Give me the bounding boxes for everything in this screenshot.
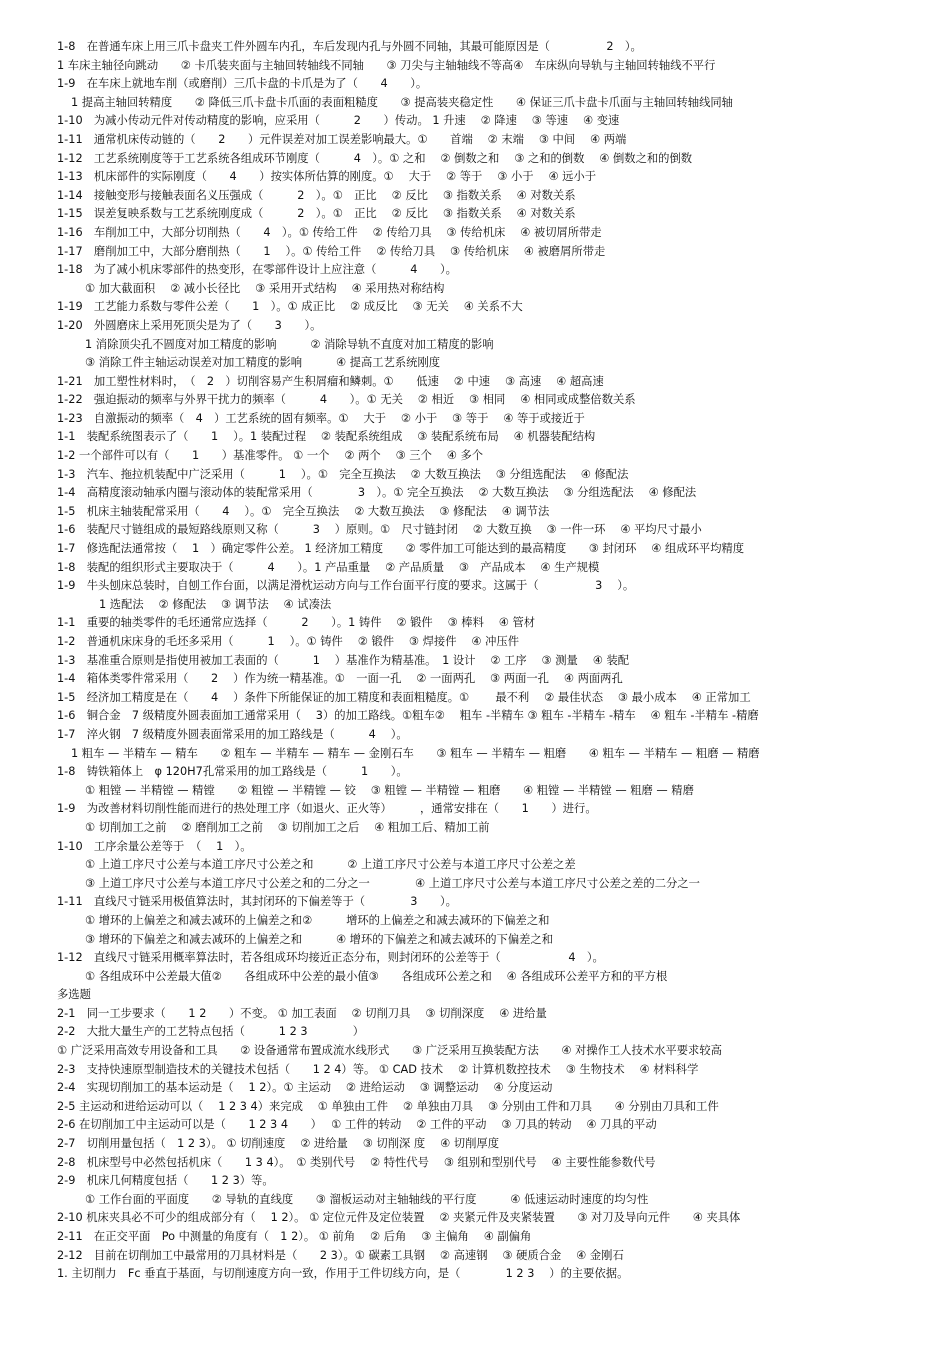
text-line: 2-8 机床型号中必然包括机床（ 1 3 4）。 ① 类别代号 ② 特性代号 ③ 组别和型别代号 ④ 主要性能参数代号: [57, 1155, 656, 1169]
text-line: 1-4 高精度滚动轴承内圈与滚动体的装配常采用（ 3 ）。① 完全互换法 ② 大数互换法 ③ 分组选配法 ④ 修配法: [57, 486, 697, 500]
text-line: 1-22 强迫振动的频率与外界干扰力的频率（ 4 ）。① 无关 ② 相近 ③ 相同 ④ 相同或成整倍数关系: [57, 393, 636, 407]
text-line: 1-21 加工塑性材料时， （ 2 ）切削容易产生积屑瘤和鳞刺。① 低速 ② 中速 ③ 高速 ④ 超高速: [57, 374, 604, 388]
text-line: 2-3 支持快速原型制造技术的关键技术包括（ 1 2 4）等。 ① CAD 技术 ② 计算机数控技术 ③ 生物技术 ④ 材料科学: [57, 1062, 699, 1076]
text-line: 1-3 汽车、拖拉机装配中广泛采用（ 1 ）。① 完全互换法 ② 大数互换法 ③ 分组选配法 ④ 修配法: [57, 467, 629, 481]
text-line: 1-9 牛头刨床总装时，自刨工作台面，以满足滑枕运动方向与工作台面平行度的要求。这属于（ 3 ）。: [57, 579, 635, 593]
text-line: ① 加大截面积 ② 减小长径比 ③ 采用开式结构 ④ 采用热对称结构: [85, 281, 445, 295]
text-line: 1-8 铸铁箱体上 φ 120H7孔常采用的加工路线是（ 1 ）。: [57, 765, 408, 779]
text-line: 2-10 机床夹具必不可少的组成部分有（ 1 2）。 ① 定位元件及定位装置 ② 夹紧元件及夹紧装置 ③ 对刀及导向元件 ④ 夹具体: [57, 1211, 741, 1225]
text-line: 1-10 工序余量公差等于 （ 1 ）。: [57, 839, 252, 853]
text-line: 1-4 箱体类零件常采用（ 2 ）作为统一精基准。① 一面一孔 ② 一面两孔 ③ 两面一孔 ④ 两面两孔: [57, 672, 623, 686]
text-line: ③ 上道工序尺寸公差与本道工序尺寸公差之和的二分之一 ④ 上道工序尺寸公差与本道工序尺寸公差之差的二分之一: [85, 876, 700, 890]
text-line: 2-12 目前在切削加工中最常用的刀具材料是（ 2 3）。① 碳素工具钢 ② 高速钢 ③ 硬质合金 ④ 金刚石: [57, 1248, 624, 1262]
text-line: 1-9 为改善材料切削性能而进行的热处理工序（如退火、正火等） ，通常安排在（ 1 ）进行。: [57, 802, 597, 816]
text-line: 1 提高主轴回转精度 ② 降低三爪卡盘卡爪面的表面粗糙度 ③ 提高装夹稳定性 ④ 保证三爪卡盘卡爪面与主轴回转轴线同轴: [71, 95, 733, 109]
text-line: 1-6 装配尺寸链组成的最短路线原则又称（ 3 ）原则。① 尺寸链封闭 ② 大数互换 ③ 一件一环 ④ 平均尺寸最小: [57, 523, 702, 537]
text-line: 1-8 装配的组织形式主要取决于（ 4 ）。1 产品重量 ② 产品质量 ③ 产品成本 ④ 生产规模: [57, 560, 600, 574]
text-line: 1-16 车削加工中，大部分切削热（ 4 ）。① 传给工件 ② 传给刀具 ③ 传给机床 ④ 被切屑所带走: [57, 225, 602, 239]
text-line: 1-20 外圆磨床上采用死顶尖是为了（ 3 ）。: [57, 318, 322, 332]
text-line: 1-11 通常机床传动链的（ 2 ）元件误差对加工误差影响最大。① 首端 ② 末端 ③ 中间 ④ 两端: [57, 132, 627, 146]
text-line: ① 上道工序尺寸公差与本道工序尺寸公差之和 ② 上道工序尺寸公差与本道工序尺寸公差之差: [85, 858, 576, 872]
text-line: 2-1 同一工步要求（ 1 2 ）不变。 ① 加工表面 ② 切削刀具 ③ 切削深度 ④ 进给量: [57, 1006, 547, 1020]
text-line: ① 切削加工之前 ② 磨削加工之前 ③ 切削加工之后 ④ 粗加工后、精加工前: [85, 820, 490, 834]
text-line: ③ 消除工件主轴运动误差对加工精度的影响 ④ 提高工艺系统刚度: [85, 356, 441, 370]
text-line: ① 各组成环中公差最大值② 各组成环中公差的最小值③ 各组成环公差之和 ④ 各组成环公差平方和的平方根: [85, 969, 668, 983]
text-line: 1-8 在普通车床上用三爪卡盘夹工件外圆车内孔，车后发现内孔与外圆不同轴，其最可能原因是（ 2 ）。: [57, 40, 642, 53]
text-line: 1 车床主轴径向跳动 ② 卡爪装夹面与主轴回转轴线不同轴 ③ 刀尖与主轴轴线不等高④ 车床纵向导轨与主轴回转轴线不平行: [57, 58, 716, 72]
text-line: 1-23 自激振动的频率（ 4 ）工艺系统的固有频率。① 大于 ② 小于 ③ 等于 ④ 等于或接近于: [57, 411, 585, 425]
text-line: ① 粗镗 — 半精镗 — 精镗 ② 粗镗 — 半精镗 — 铰 ③ 粗镗 — 半精镗 — 粗磨 ④ 粗镗 — 半精镗 — 粗磨 — 精磨: [85, 783, 694, 797]
text-line: 1-11 直线尺寸链采用极值算法时，其封闭环的下偏差等于（ 3 ）。: [57, 895, 457, 909]
text-line: 2-11 在正交平面 Po 中测量的角度有（ 1 2）。 ① 前角 ② 后角 ③ 主偏角 ④ 副偏角: [57, 1230, 532, 1243]
text-line: 2-4 实现切削加工的基本运动是（ 1 2）。① 主运动 ② 进给运动 ③ 调整运动 ④ 分度运动: [57, 1081, 553, 1095]
text-line: 多选题: [57, 988, 91, 1002]
text-line: 1-13 机床部件的实际刚度（ 4 ）按实体所估算的刚度。① 大于 ② 等于 ③ 小于 ④ 远小于: [57, 170, 597, 184]
text-line: 1-5 机床主轴装配常采用（ 4 ）。① 完全互换法 ② 大数互换法 ③ 修配法 ④ 调节法: [57, 504, 550, 518]
text-line: 1-15 误差复映系数与工艺系统刚度成（ 2 ）。① 正比 ② 反比 ③ 指数关系 ④ 对数关系: [57, 207, 576, 221]
text-line: 1-2 普通机床床身的毛坯多采用（ 1 ）。① 铸件 ② 锻件 ③ 焊接件 ④ 冲压件: [57, 635, 520, 648]
text-line: 1 粗车 — 半精车 — 精车 ② 粗车 — 半精车 — 精车 — 金刚石车 ③ 粗车 — 半精车 — 粗磨 ④ 粗车 — 半精车 — 粗磨 — 精磨: [71, 746, 760, 760]
document-body: [57, 38, 897, 1284]
text-line: 2-6 在切削加工中主运动可以是（ 1 2 3 4 ） ① 工件的转动 ② 工件的平动 ③ 刀具的转动 ④ 刀具的平动: [57, 1118, 657, 1132]
text-line: 1-17 磨削加工中，大部分磨削热（ 1 ）。① 传给工件 ② 传给刀具 ③ 传给机床 ④ 被磨屑所带走: [57, 244, 606, 258]
text-line: 1-1 重要的轴类零件的毛坯通常应选择（ 2 ）。1 铸件 ② 锻件 ③ 棒料 ④ 管材: [57, 616, 536, 630]
text-line: ① 工作台面的平面度 ② 导轨的直线度 ③ 溜板运动对主轴轴线的平行度 ④ 低速运动时速度的均匀性: [85, 1192, 649, 1206]
text-line: 2-7 切削用量包括（ 1 2 3）。 ① 切削速度 ② 进给量 ③ 切削深 度 ④ 切削厚度: [57, 1137, 499, 1151]
text-line: 1-6 铜合金 7 级精度外圆表面加工通常采用（ 3）的加工路线。①粗车② 粗车 -半精车 ③ 粗车 -半精车 -精车 ④ 粗车 -半精车 -精磨: [57, 709, 759, 723]
text-line: 1-7 淬火钢 7 级精度外圆表面常采用的加工路线是（ 4 ）。: [57, 727, 408, 741]
text-line: 1-10 为减小传动元件对传动精度的影响，应采用（ 2 ）传动。 1 升速 ② 降速 ③ 等速 ④ 变速: [57, 114, 620, 128]
text-line: 1-12 直线尺寸链采用概率算法时，若各组成环均接近正态分布，则封闭环的公差等于（ 4 ）。: [57, 951, 604, 965]
text-line: 1 选配法 ② 修配法 ③ 调节法 ④ 试凑法: [99, 597, 332, 611]
text-line: 1-18 为了减小机床零部件的热变形，在零部件设计上应注意（ 4 ）。: [57, 263, 457, 277]
text-line: 1-5 经济加工精度是在（ 4 ）条件下所能保证的加工精度和表面粗糙度。① 最不利 ② 最佳状态 ③ 最小成本 ④ 正常加工: [57, 690, 751, 704]
text-line: 1 消除顶尖孔不圆度对加工精度的影响 ② 消除导轨不直度对加工精度的影响: [85, 337, 494, 351]
text-line: 2-9 机床几何精度包括（ 1 2 3）等。: [57, 1174, 274, 1188]
text-line: 1-12 工艺系统刚度等于工艺系统各组成环节刚度（ 4 ）。① 之和 ② 倒数之和 ③ 之和的倒数 ④ 倒数之和的倒数: [57, 151, 693, 165]
text-line: ③ 增环的下偏差之和减去减环的上偏差之和 ④ 增环的下偏差之和减去减环的下偏差之和: [85, 932, 554, 946]
text-line: ① 增环的上偏差之和减去减环的上偏差之和② 增环的上偏差之和减去减环的下偏差之和: [85, 913, 550, 927]
text-line: 1-1 装配系统图表示了（ 1 ）。1 装配过程 ② 装配系统组成 ③ 装配系统布局 ④ 机器装配结构: [57, 430, 596, 444]
text-line: 1-9 在车床上就地车削（或磨削）三爪卡盘的卡爪是为了（ 4 ）。: [57, 77, 428, 91]
text-line: 1-2 一个部件可以有（ 1 ）基准零件。 ① 一个 ② 两个 ③ 三个 ④ 多个: [57, 449, 484, 463]
text-line: 1-7 修选配法通常按（ 1 ）确定零件公差。 1 经济加工精度 ② 零件加工可能达到的最高精度 ③ 封闭环 ④ 组成环平均精度: [57, 542, 745, 556]
text-line: 2-2 大批大量生产的工艺特点包括（ 1 2 3 ）: [57, 1025, 365, 1039]
text-line: 2-5 主运动和进给运动可以（ 1 2 3 4）来完成 ① 单独由工件 ② 单独由刀具 ③ 分别由工件和刀具 ④ 分别由刀具和工件: [57, 1099, 719, 1113]
text-line: 1. 主切削力 Fc 垂直于基面，与切削速度方向一致，作用于工件切线方向，是（ 1 2 3 ）的主要依据。: [57, 1267, 629, 1281]
text-line: 1-14 接触变形与接触表面名义压强成（ 2 ）。① 正比 ② 反比 ③ 指数关系 ④ 对数关系: [57, 188, 576, 202]
text-line: 1-19 工艺能力系数与零件公差（ 1 ）。① 成正比 ② 成反比 ③ 无关 ④ 关系不大: [57, 300, 523, 314]
text-line: 1-3 基准重合原则是指使用被加工表面的（ 1 ）基准作为精基准。 1 设计 ② 工序 ③ 测量 ④ 装配: [57, 653, 630, 667]
text-line: ① 广泛采用高效专用设备和工具 ② 设备通常布置成流水线形式 ③ 广泛采用互换装配方法 ④ 对操作工人技术水平要求较高: [57, 1044, 722, 1058]
